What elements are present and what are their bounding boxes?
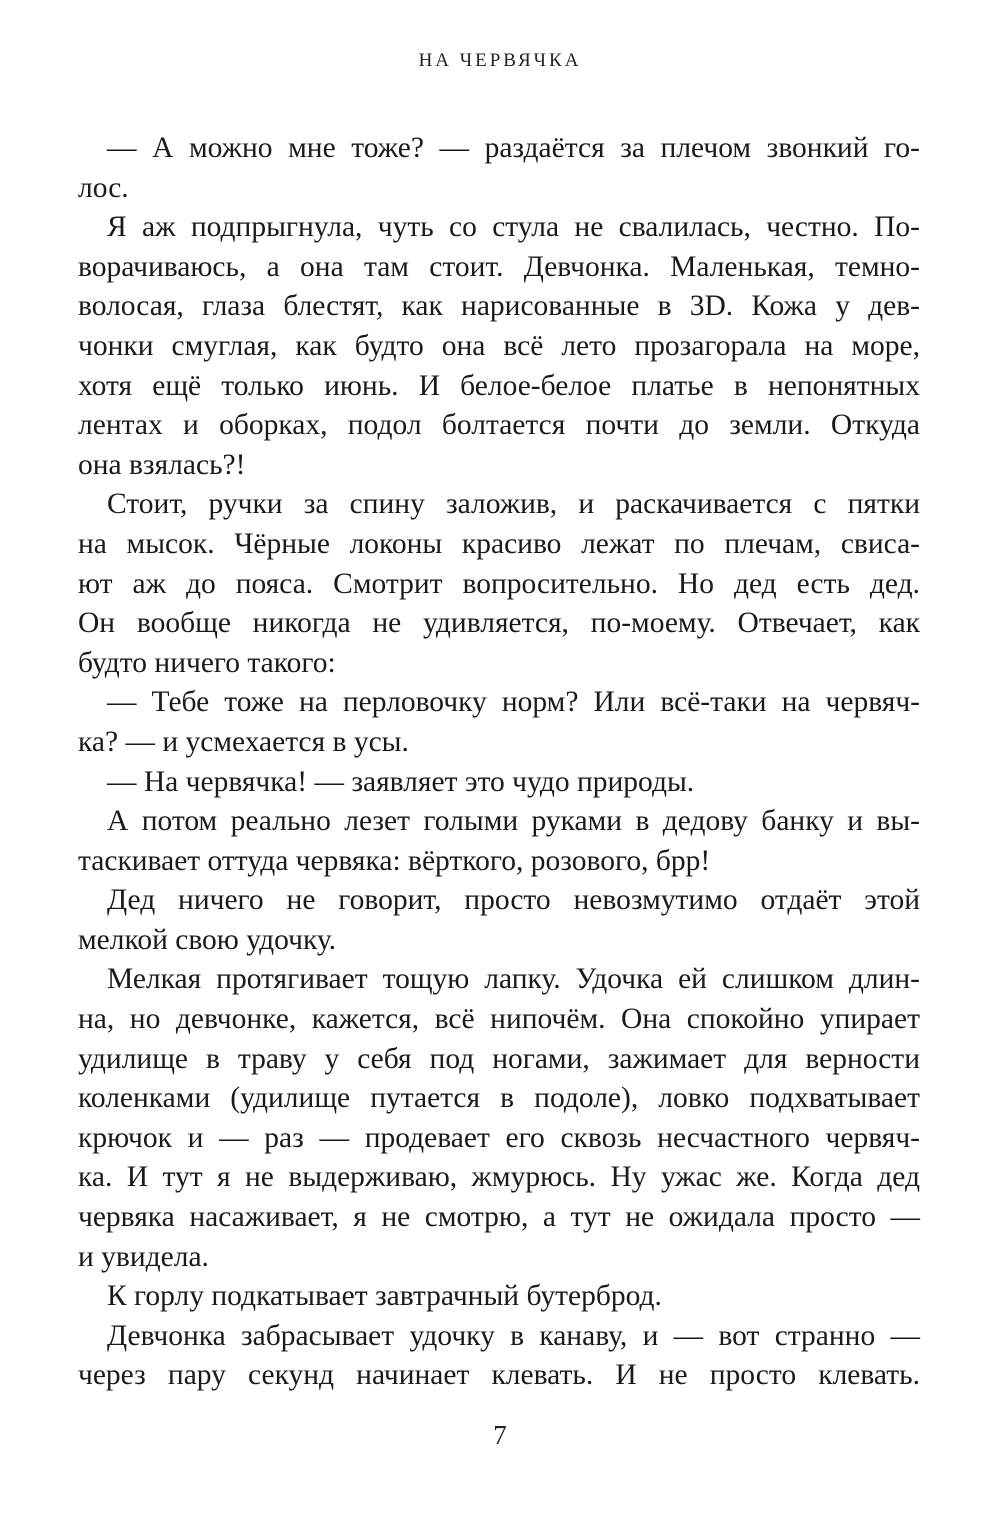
page-number: 7 [493,1420,507,1450]
text-line: она взялась?! [78,448,246,481]
text-line: — А можно мне тоже? — раздаётся за плечом звонкий го- [107,132,920,164]
text-line: ют аж до пояса. Смотрит вопросительно. Но дед есть дед. [78,567,920,600]
text-line: — Тебе тоже на перловочку норм? Или всё-таки на червяч- [107,686,920,719]
text-line: червяка насаживает, я не смотрю, а тут не ожидала просто — [78,1201,920,1234]
text-line: таскивает оттуда червяка: вёрткого, розового, брр! [78,844,711,877]
text-line: Я аж подпрыгнула, чуть со стула не свалилась, честно. По- [107,211,920,244]
text-line: лентах и оборках, подол болтается почти до земли. Откуда [78,409,920,442]
text-line: Мелкая протягивает тощую лапку. Удочка ей слишком длин- [107,963,920,996]
text-line: Дед ничего не говорит, просто невозмутимо отдаёт этой [107,884,920,917]
text-line: ка? — и усмехается в усы. [78,725,409,758]
text-line: А потом реально лезет голыми руками в дедову банку и вы- [107,805,920,838]
body-text [78,129,920,1396]
text-line: ка. И тут я не выдерживаю, жмурюсь. Ну ужас же. Когда дед [78,1161,920,1194]
text-line: на, но девчонке, кажется, всё нипочём. Она спокойно упирает [78,1003,920,1036]
text-line: Девчонка забрасывает удочку в канаву, и — вот странно — [107,1319,920,1352]
text-line: лос. [78,171,129,204]
text-line: и увидела. [78,1240,209,1273]
text-line: волосая, глаза блестят, как нарисованные в 3D. Кожа у дев- [78,290,920,323]
text-line: будто ничего такого: [78,646,336,679]
text-line: мелкой свою удочку. [78,923,337,956]
text-line: удилище в траву у себя под ногами, зажимает для верности [78,1042,920,1075]
text-line: К горлу подкатывает завтрачный бутерброд. [107,1280,662,1313]
text-line: чонки смуглая, как будто она всё лето прозагорала на море, [78,329,920,362]
text-line: хотя ещё только июнь. И белое-белое платье в непонятных [78,369,920,402]
text-line: на мысок. Чёрные локоны красиво лежат по плечам, свиса- [78,527,920,560]
running-head: НА ЧЕРВЯЧКА [418,50,582,71]
text-line: крючок и — раз — продевает его сквозь несчастного червяч- [78,1121,920,1154]
text-line: — На червячка! — заявляет это чудо природы. [107,765,695,798]
text-line: Стоит, ручки за спину заложив, и раскачивается с пятки [107,488,920,521]
text-line: Он вообще никогда не удивляется, по-моему. Отвечает, как [78,607,920,640]
text-line: через пару секунд начинает клевать. И не просто клевать. [78,1359,920,1392]
text-line: ворачиваюсь, а она там стоит. Девчонка. Маленькая, темно- [78,250,920,283]
text-line: коленками (удилище путается в подоле), ловко подхватывает [78,1082,920,1115]
